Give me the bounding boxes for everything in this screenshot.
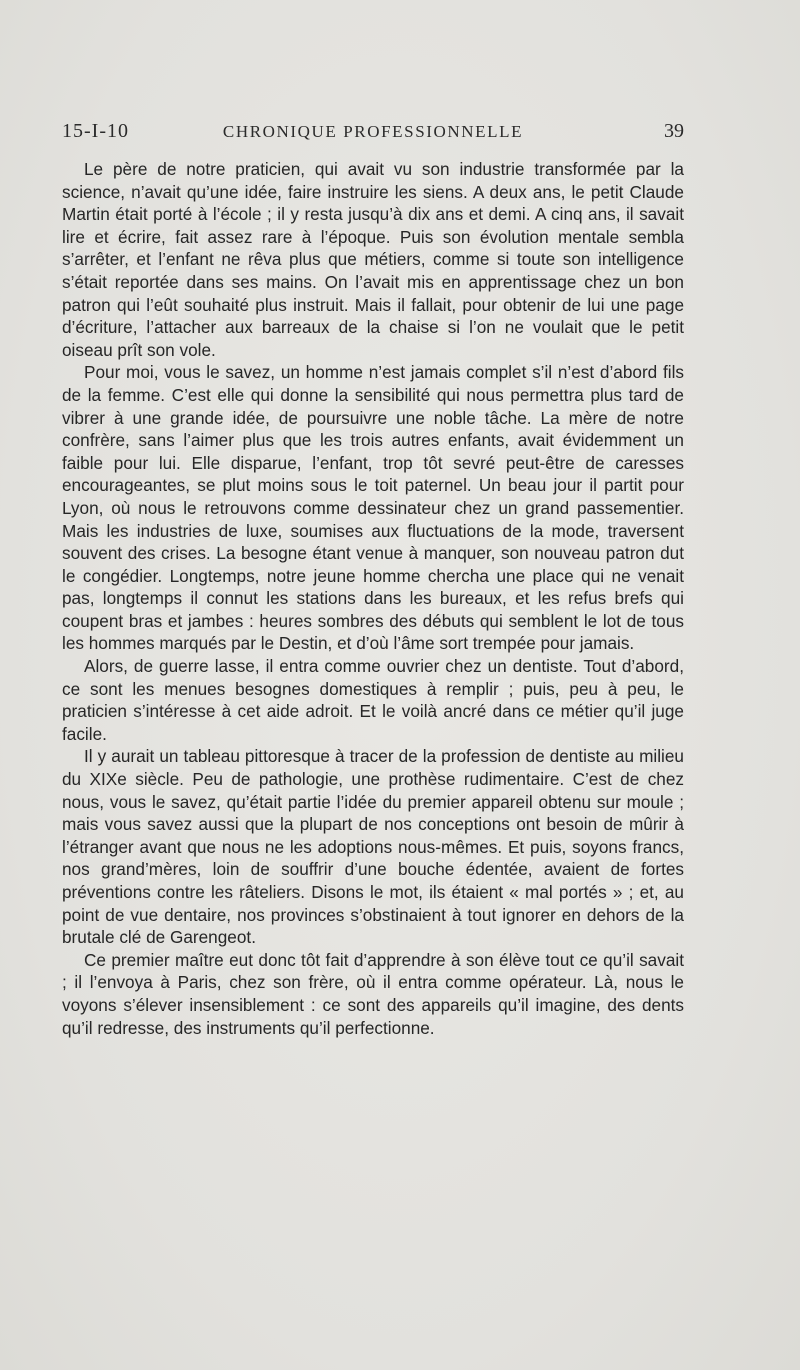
issue-reference: 15-I-10: [62, 120, 129, 142]
paragraph: Le père de notre praticien, qui avait vu son industrie transformée par la science, n’avait qu’une idée, faire instruire les siens. A deux ans, le petit Claude Martin était porté à l’école ; il y resta jusqu’à dix ans et demi. A cinq ans, il savait lire et écrire, fait assez rare à l’époque. Puis son évolution mentale sembla s’arrêter, et l’enfant ne rêva plus que métiers, comme si toute son intelligence s’était reportée dans ses mains. On l’avait mis en apprentissage chez un bon patron qui l’eût souhaité plus instruit. Mais il fallait, pour obtenir de lui une page d’écriture, l’attacher aux barreaux de la chaise si l’on ne voulait que le petit oiseau prît son vole.: [62, 159, 684, 360]
page-number: 39: [664, 120, 684, 142]
article-body: [62, 158, 684, 1039]
running-title: CHRONIQUE PROFESSIONNELLE: [222, 122, 524, 141]
paragraph: Ce premier maître eut donc tôt fait d’apprendre à son élève tout ce qu’il savait ; il l’envoya à Paris, chez son frère, où il entra comme opérateur. Là, nous le voyons s’élever insensiblement : ce sont des appareils qu’il imagine, des dents qu’il redresse, des instruments qu’il perfectionne.: [62, 949, 684, 1038]
paragraph: Il y aurait un tableau pittoresque à tracer de la profession de dentiste au milieu du XIXe siècle. Peu de pathologie, une prothèse rudimentaire. C’est de chez nous, vous le savez, qu’était partie l’idée du premier appareil obtenu sur moule ; mais vous savez aussi que la plupart de nos conceptions ont besoin de mûrir à l’étranger avant que nous ne les adoptions nous-mêmes. Et puis, soyons francs, nos grand’mères, loin de souffrir d’une bouche édentée, avaient de fortes préventions contre les râteliers. Disons le mot, ils étaient « mal portés » ; et, au point de vue dentaire, nos provinces s’obstinaient à tout ignorer en dehors de la brutale clé de Garengeot.: [62, 746, 684, 948]
page-header: [62, 120, 684, 146]
paragraph: Pour moi, vous le savez, un homme n’est jamais complet s’il n’est d’abord fils de la femme. C’est elle qui donne la sensibilité qui nous permettra plus tard de vibrer à une grande idée, de poursuivre une noble tâche. La mère de notre confrère, sans l’aimer plus que les trois autres enfants, avait évidemment un faible pour lui. Elle disparue, l’enfant, trop tôt sevré peut-être de caresses encourageantes, se plut moins sous le toit paternel. Un beau jour il partit pour Lyon, où nous le retrouvons comme dessinateur chez un grand passementier. Mais les industries de luxe, soumises aux fluctuations de la mode, traversent souvent des crises. La besogne étant venue à manquer, son nouveau patron dut le congédier. Longtemps, notre jeune homme chercha une place qui ne venait pas, longtemps il connut les stations dans les bureaux, et les refus brefs qui coupent bras et jambes : heures sombres des débuts qui semblent le lot de tous les hommes marqués par le Destin, et d’où l’âme sort trempée pour jamais.: [62, 362, 684, 654]
paragraph: Alors, de guerre lasse, il entra comme ouvrier chez un dentiste. Tout d’abord, ce sont les menues besognes domestiques à remplir ; puis, peu à peu, le praticien s’intéresse à cet aide adroit. Et le voilà ancré dans ce métier qu’il juge facile.: [62, 656, 684, 744]
